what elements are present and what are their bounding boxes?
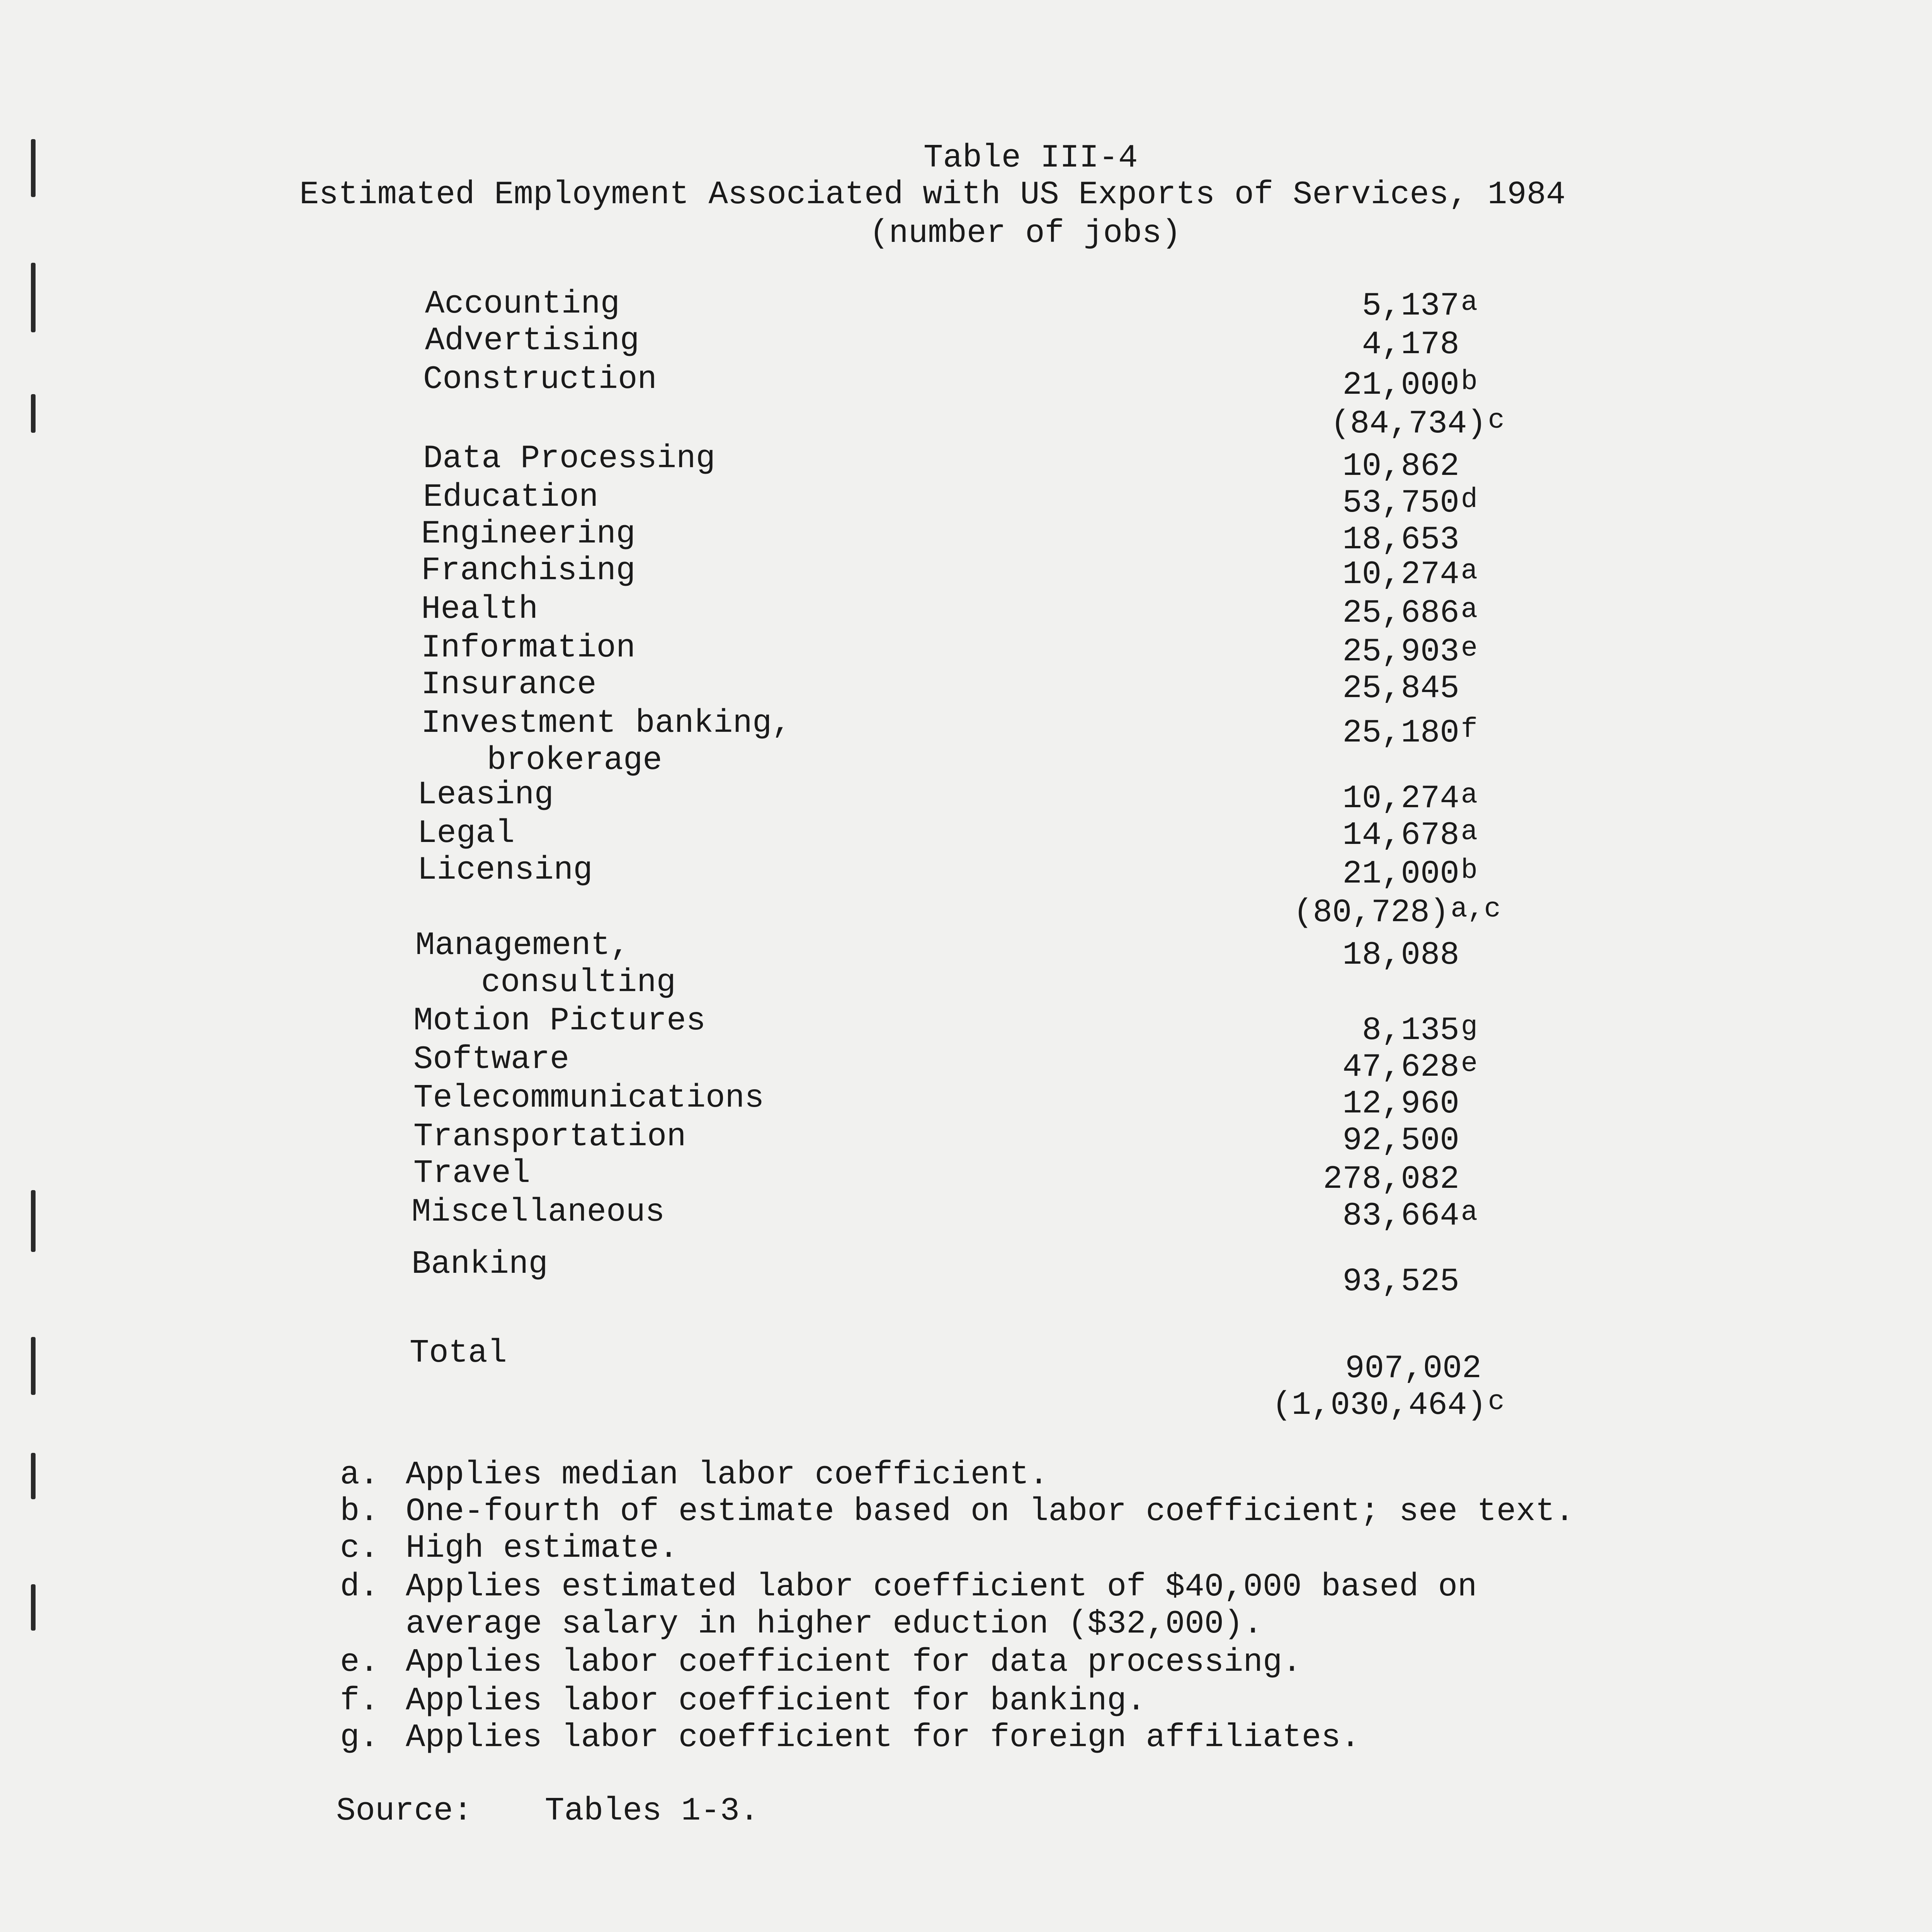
footnote-mark: g bbox=[1461, 1011, 1478, 1043]
row-label-text: Legal bbox=[417, 815, 515, 852]
row-value-number: 278,082 bbox=[1323, 1161, 1459, 1198]
footnote-key: d. bbox=[340, 1569, 379, 1605]
row-value bbox=[1342, 634, 1478, 672]
row-label-text: Travel bbox=[413, 1155, 531, 1192]
row-label-text: Miscellaneous bbox=[412, 1194, 665, 1231]
row-value bbox=[1342, 595, 1478, 633]
footnote-key: e. bbox=[340, 1644, 379, 1681]
footnote-text: Applies estimated labor coefficient of $40,000 based on bbox=[406, 1569, 1477, 1605]
row-label-text: Construction bbox=[423, 361, 657, 398]
footnote-key: c. bbox=[340, 1530, 379, 1567]
source-line bbox=[336, 1793, 759, 1830]
footnote-text: One-fourth of estimate based on labor coefficient; see text. bbox=[406, 1493, 1575, 1530]
margin-mark bbox=[31, 1337, 36, 1395]
row-label-text: Information bbox=[421, 630, 636, 667]
row-value-number: 18,653 bbox=[1342, 522, 1459, 558]
row-value-number: 93,525 bbox=[1342, 1264, 1459, 1300]
row-label bbox=[412, 1194, 665, 1231]
row-label bbox=[421, 516, 636, 553]
total-value: 907,002 bbox=[1345, 1350, 1481, 1387]
row-value bbox=[1342, 556, 1478, 594]
row-value-number: 10,862 bbox=[1342, 448, 1459, 485]
row-label-text: Investment banking, bbox=[421, 705, 791, 742]
row-alt-value: (80,728) bbox=[1293, 895, 1449, 931]
row-label-text: Licensing bbox=[417, 852, 593, 889]
source-label: Source: bbox=[336, 1793, 473, 1830]
row-value bbox=[1342, 367, 1478, 405]
row-label bbox=[421, 667, 597, 704]
footnote-mark: c bbox=[1488, 405, 1505, 436]
footnote-key: a. bbox=[340, 1457, 379, 1493]
row-label-text: Motion Pictures bbox=[413, 1003, 706, 1039]
row-high-estimate bbox=[1293, 895, 1501, 932]
row-label-text: Advertising bbox=[425, 323, 639, 359]
row-label bbox=[413, 1003, 706, 1040]
row-value-number: 12,960 bbox=[1342, 1086, 1459, 1122]
footnote-text: High estimate. bbox=[406, 1530, 679, 1567]
footnote bbox=[340, 1719, 1360, 1757]
row-label bbox=[413, 1119, 686, 1156]
footnote-mark: c bbox=[1488, 1386, 1505, 1418]
row-value bbox=[1342, 1264, 1478, 1301]
row-value bbox=[1362, 1012, 1478, 1050]
footnote bbox=[340, 1457, 1048, 1494]
total-high-estimate bbox=[1272, 1387, 1505, 1425]
row-label bbox=[413, 1155, 530, 1192]
footnote-mark: a bbox=[1461, 816, 1478, 848]
margin-mark bbox=[31, 1584, 36, 1631]
footnote-text: Applies labor coefficient for banking. bbox=[406, 1683, 1146, 1719]
row-label-text: Health bbox=[421, 591, 538, 628]
margin-mark bbox=[31, 139, 36, 197]
table-number: Table III-4 bbox=[923, 140, 1138, 177]
row-value-number: 25,686 bbox=[1342, 595, 1459, 632]
footnote-mark: a bbox=[1461, 287, 1478, 318]
footnote-text: Applies labor coefficient for foreign affiliates. bbox=[406, 1719, 1361, 1756]
margin-mark bbox=[31, 1190, 36, 1252]
row-alt-value: (84,734) bbox=[1330, 406, 1486, 442]
row-label-text: Data Processing bbox=[423, 440, 716, 477]
row-label bbox=[417, 777, 554, 814]
footnote bbox=[340, 1644, 1302, 1681]
row-label bbox=[423, 479, 599, 516]
margin-mark bbox=[31, 263, 36, 332]
row-high-estimate bbox=[1331, 406, 1505, 444]
row-value bbox=[1342, 485, 1478, 523]
footnote-mark: b bbox=[1461, 855, 1478, 886]
footnote-mark: e bbox=[1461, 633, 1478, 664]
footnote-continuation: average salary in higher eduction ($32,000). bbox=[406, 1606, 1263, 1643]
row-value-number: 4,178 bbox=[1362, 327, 1459, 363]
row-label bbox=[421, 591, 538, 628]
row-label-continuation: consulting bbox=[481, 964, 676, 1001]
row-value-number: 53,750 bbox=[1342, 485, 1459, 522]
margin-mark bbox=[31, 394, 36, 433]
row-value bbox=[1342, 715, 1478, 753]
row-label-text: Insurance bbox=[421, 667, 597, 703]
row-label-text: Software bbox=[413, 1041, 570, 1078]
row-label bbox=[423, 440, 715, 478]
row-value-number: 25,903 bbox=[1342, 634, 1459, 670]
row-value-number: 21,000 bbox=[1342, 856, 1459, 893]
total-label: Total bbox=[410, 1335, 507, 1372]
row-value bbox=[1342, 670, 1478, 708]
row-value-number: 14,678 bbox=[1342, 817, 1459, 854]
table-subtitle: (number of jobs) bbox=[869, 215, 1181, 252]
row-label-text: Engineering bbox=[421, 516, 636, 553]
footnote-text: Applies labor coefficient for data processing. bbox=[406, 1644, 1302, 1681]
footnote-text: Applies median labor coefficient. bbox=[406, 1457, 1049, 1493]
footnote-mark: a bbox=[1461, 594, 1478, 626]
footnote-key: f. bbox=[340, 1683, 379, 1719]
footnote bbox=[340, 1569, 1477, 1643]
footnote-mark: a,c bbox=[1451, 893, 1501, 925]
row-value bbox=[1362, 327, 1478, 364]
row-label bbox=[425, 286, 620, 323]
row-label bbox=[412, 1246, 548, 1283]
source-text: Tables 1-3. bbox=[545, 1793, 759, 1830]
row-value bbox=[1342, 1086, 1478, 1124]
row-value-number: 25,180 bbox=[1342, 715, 1459, 752]
row-value-number: 21,000 bbox=[1342, 367, 1459, 404]
row-label bbox=[413, 1080, 764, 1117]
row-value bbox=[1362, 288, 1478, 326]
row-label bbox=[417, 815, 515, 852]
table-title: Estimated Employment Associated with US Exports of Services, 1984 bbox=[299, 177, 1566, 213]
footnote-key: b. bbox=[340, 1493, 379, 1530]
row-value-number: 8,135 bbox=[1362, 1012, 1459, 1049]
footnote-mark: a bbox=[1461, 779, 1478, 811]
row-label-text: Franchising bbox=[421, 553, 636, 589]
row-value-number: 10,274 bbox=[1342, 556, 1459, 593]
row-label-text: Leasing bbox=[417, 777, 554, 813]
footnote-mark: a bbox=[1461, 1197, 1478, 1228]
row-value bbox=[1342, 1049, 1478, 1087]
row-value-number: 5,137 bbox=[1362, 288, 1459, 325]
row-value-number: 92,500 bbox=[1342, 1122, 1459, 1159]
footnote-mark: a bbox=[1461, 555, 1478, 587]
row-value bbox=[1342, 937, 1478, 975]
row-value bbox=[1342, 817, 1478, 855]
row-label-text: Telecommunications bbox=[413, 1080, 764, 1117]
total-alt-value: (1,030,464) bbox=[1272, 1387, 1486, 1424]
row-label bbox=[421, 630, 636, 667]
row-value-number: 18,088 bbox=[1342, 937, 1459, 974]
row-label-text: Education bbox=[423, 479, 599, 516]
footnote-mark: e bbox=[1461, 1048, 1478, 1080]
row-value bbox=[1342, 856, 1478, 894]
row-label-text: Transportation bbox=[413, 1119, 686, 1155]
row-value bbox=[1342, 781, 1478, 818]
row-value-number: 10,274 bbox=[1342, 781, 1459, 817]
row-label bbox=[421, 705, 791, 779]
row-label bbox=[417, 852, 593, 889]
row-value bbox=[1342, 1122, 1478, 1160]
row-label bbox=[415, 927, 676, 1002]
footnote bbox=[340, 1493, 1575, 1531]
footnote-mark: b bbox=[1461, 366, 1478, 398]
row-value bbox=[1323, 1161, 1478, 1199]
row-label-text: Banking bbox=[412, 1246, 548, 1283]
row-label bbox=[425, 323, 639, 360]
row-label bbox=[413, 1041, 569, 1078]
row-value-number: 47,628 bbox=[1342, 1049, 1459, 1086]
footnote-mark: f bbox=[1461, 714, 1478, 745]
footnote-mark: d bbox=[1461, 484, 1478, 515]
margin-mark bbox=[31, 1453, 36, 1499]
footnote bbox=[340, 1530, 679, 1567]
row-label bbox=[421, 553, 636, 590]
row-value bbox=[1342, 448, 1478, 486]
row-label-continuation: brokerage bbox=[487, 742, 662, 779]
row-label-text: Management, bbox=[415, 927, 630, 964]
row-value-number: 25,845 bbox=[1342, 670, 1459, 707]
row-label bbox=[423, 361, 657, 398]
row-value-number: 83,664 bbox=[1342, 1198, 1459, 1235]
row-label-text: Accounting bbox=[425, 286, 620, 323]
row-value bbox=[1342, 1198, 1478, 1236]
footnote-key: g. bbox=[340, 1719, 379, 1756]
footnote bbox=[340, 1683, 1146, 1720]
row-value bbox=[1342, 522, 1478, 560]
